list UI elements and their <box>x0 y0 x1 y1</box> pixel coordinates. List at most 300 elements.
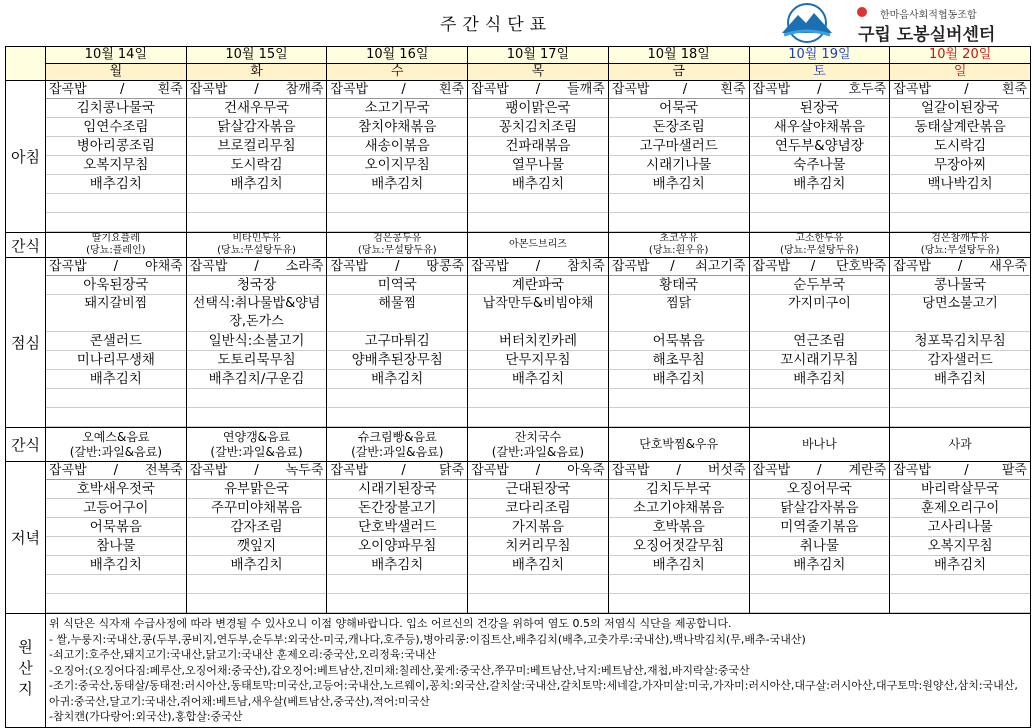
breakfast-cell <box>608 81 749 233</box>
blank-line <box>187 408 327 427</box>
date-header: 10월 17일 <box>468 47 609 64</box>
dish-item: 오징어젓갈무침 <box>609 537 749 556</box>
dish-item: 콘샐러드 <box>46 332 186 351</box>
dish-item: 근대된장국 <box>468 480 608 499</box>
snack_am-cell <box>749 233 890 258</box>
rice-porridge-line <box>327 462 467 480</box>
lunch-row <box>6 258 1031 428</box>
snack-diabetic: (당뇨:플레인) <box>86 245 146 256</box>
lunch-cell <box>468 258 609 428</box>
rice-label: 잡곡밥 <box>330 463 369 478</box>
snack-diabetic: (당뇨:무설탕두유) <box>779 245 859 256</box>
dish-item: 도시락김 <box>890 137 1030 156</box>
snack_pm-cell <box>749 428 890 462</box>
blank-line <box>468 213 608 232</box>
snack-item: 사과 <box>948 437 972 451</box>
snack-diabetic: (갈반:과일&음료) <box>69 444 163 459</box>
blank-line <box>890 408 1030 427</box>
porridge-label: 참깨죽 <box>285 82 324 97</box>
blank-line <box>750 213 890 232</box>
dish-item: 배추김치 <box>750 175 890 194</box>
dish-item: 소고기야채볶음 <box>609 499 749 518</box>
blank-line <box>327 194 467 213</box>
dish-item: 계란파국 <box>468 276 608 295</box>
mountain-logo-icon <box>776 3 838 43</box>
dish-item: 치커리무침 <box>468 537 608 556</box>
origin-line: -참치캔(가다랑어:외국산),홍합살:중국산 <box>49 710 243 723</box>
separator: / <box>401 82 406 97</box>
blank-line <box>890 575 1030 594</box>
dish-item: 호박볶음 <box>609 518 749 537</box>
dish-item: 아욱된장국 <box>46 276 186 295</box>
rice-label: 잡곡밥 <box>330 82 369 97</box>
dish-item: 주꾸미야채볶음 <box>187 499 327 518</box>
blank-line <box>327 389 467 408</box>
blank-line <box>468 575 608 594</box>
dish-item: 훈제오리구이 <box>890 499 1030 518</box>
dish-item: 어묵국 <box>609 99 749 118</box>
separator: / <box>113 259 119 274</box>
separator: / <box>254 82 259 97</box>
snack-item: 딸기요플레 <box>91 233 140 244</box>
snack-diabetic: (갈반:과일&음료) <box>210 444 303 459</box>
blank-line <box>187 594 327 613</box>
dish-item: 닭살감자볶음 <box>187 118 327 137</box>
dish-item: 배추김치 <box>750 370 890 389</box>
snack_pm-cell <box>468 428 609 462</box>
dish-item: 임연수조림 <box>46 118 186 137</box>
porridge-label: 전복죽 <box>145 463 183 478</box>
blank-line <box>750 389 890 408</box>
snack-item: 검은콩두유 <box>373 233 422 244</box>
separator: / <box>254 463 259 478</box>
rice-label: 잡곡밥 <box>189 463 228 478</box>
dish-item: 건새우무국 <box>187 99 327 118</box>
separator: / <box>535 82 541 97</box>
date-row <box>6 47 1031 64</box>
separator: / <box>810 259 816 274</box>
blank-line <box>46 389 186 408</box>
weekday-header: 월 <box>46 64 187 81</box>
porridge-label: 땅콩죽 <box>426 259 465 274</box>
rice-label: 잡곡밥 <box>49 463 87 478</box>
snack-item: 초코우유 <box>659 233 698 244</box>
blank-line <box>890 594 1030 613</box>
snack_am-cell <box>327 233 468 258</box>
blank-line <box>327 575 467 594</box>
date-header: 10월 19일 <box>749 47 890 64</box>
lunch-cell <box>890 258 1031 428</box>
dish-item: 배추김치 <box>468 175 608 194</box>
snack_pm-cell <box>186 428 327 462</box>
rice-porridge-line <box>468 258 608 276</box>
rice-porridge-line <box>187 81 327 99</box>
separator: / <box>964 463 969 478</box>
porridge-label: 야채죽 <box>145 259 183 274</box>
dish-item: 순두부국 <box>750 276 890 295</box>
dish-item: 배추김치 <box>327 175 467 194</box>
blank-line <box>750 408 890 427</box>
blank-line <box>609 389 749 408</box>
rice-label: 잡곡밥 <box>752 463 791 478</box>
blank-line <box>890 213 1030 232</box>
dish-item: 배추김치 <box>468 556 608 575</box>
dish-item: 일반식:소불고기 <box>187 332 327 351</box>
rice-label: 잡곡밥 <box>893 259 931 274</box>
porridge-label: 흰죽 <box>157 82 183 97</box>
dish-item: 닭살감자볶음 <box>750 499 890 518</box>
center-name: 구립 도봉실버센터 <box>858 25 996 45</box>
blank-line <box>187 194 327 213</box>
rice-label: 잡곡밥 <box>471 463 509 478</box>
date-header: 10월 18일 <box>608 47 749 64</box>
snack-item: 오예스&음료 <box>82 429 150 444</box>
separator: / <box>670 259 675 274</box>
snack_pm-cell <box>890 428 1031 462</box>
snack_am-cell <box>186 233 327 258</box>
dinner-cell <box>608 462 749 614</box>
separator: / <box>113 463 119 478</box>
lunch-cell <box>327 258 468 428</box>
dish-item: 소고기무국 <box>327 99 467 118</box>
dish-item: 단호박샐러드 <box>327 518 467 537</box>
blank-line <box>46 213 186 232</box>
rice-label: 잡곡밥 <box>893 82 931 97</box>
rice-porridge-line <box>750 462 890 480</box>
blank-line <box>187 213 327 232</box>
breakfast-cell <box>46 81 187 233</box>
dish-item: 시래기나물 <box>609 156 749 175</box>
dish-item: 오이지무침 <box>327 156 467 175</box>
dish-item: 양배추된장무침 <box>327 351 467 370</box>
separator: / <box>535 463 541 478</box>
snack_pm-row <box>6 428 1031 462</box>
dish-item: 배추김치 <box>187 175 327 194</box>
rice-porridge-line <box>750 81 890 99</box>
blank-line <box>46 575 186 594</box>
porridge-label: 흰죽 <box>1001 82 1027 97</box>
dish-item: 배추김치 <box>327 556 467 575</box>
dish-item: 버터치킨카레 <box>468 332 608 351</box>
rice-porridge-line <box>46 81 186 99</box>
dish-item: 백나박김치 <box>890 175 1030 194</box>
weekday-row <box>6 64 1031 81</box>
origin-line: -조기:중국산,동태살/동태전:러시아산,동태토막:미국산,고등어:국내산,노르웨이,꽁치:외국산,갈치살:국내산,갈치토막:세네갈,가자미살:미국,가자미:러시아산,대구살:러시아산,대구토막:원양산,삼치:국내산,아귀:중국산,달고기:국내산,쥐어채:베트남,새우살(베트남산,중국산),적어:미국산 <box>49 679 1018 708</box>
separator: / <box>957 259 963 274</box>
weekday-header: 금 <box>608 64 749 81</box>
snack_am-row <box>6 233 1031 258</box>
dinner-row <box>6 462 1031 614</box>
dish-item: 배추김치 <box>46 175 186 194</box>
date-header: 10월 16일 <box>327 47 468 64</box>
dish-item: 가지미구이 <box>750 295 890 332</box>
corner-cell <box>6 47 46 81</box>
lunch-label: 점심 <box>6 258 46 428</box>
lunch-cell <box>186 258 327 428</box>
origin-label: 원산지 <box>6 614 46 728</box>
dish-item: 깻잎지 <box>187 537 327 556</box>
rice-porridge-line <box>46 258 186 276</box>
snack-item: 슈크림빵&음료 <box>357 429 437 444</box>
blank-line <box>750 194 890 213</box>
snack-item: 연양갱&음료 <box>222 429 291 444</box>
dish-item: 도시락김 <box>187 156 327 175</box>
rice-porridge-line <box>609 258 749 276</box>
menu-table <box>5 46 1031 728</box>
snack-diabetic: (갈반:과일&음료) <box>351 444 444 459</box>
origin-notes <box>46 614 1031 728</box>
porridge-label: 아욱죽 <box>567 463 605 478</box>
dish-item: 배추김치 <box>609 556 749 575</box>
porridge-label: 녹두죽 <box>285 463 324 478</box>
porridge-label: 흰죽 <box>720 82 746 97</box>
dish-item: 납작만두&비빔야채 <box>468 295 608 332</box>
org-logo-icon <box>857 7 867 17</box>
origin-row <box>6 614 1031 728</box>
rice-label: 잡곡밥 <box>49 82 87 97</box>
weekday-header: 화 <box>186 64 327 81</box>
dish-item: 유부맑은국 <box>187 480 327 499</box>
dish-item: 콩나물국 <box>890 276 1030 295</box>
dish-item: 배추김치/구운김 <box>187 370 327 389</box>
separator: / <box>395 259 400 274</box>
date-header: 10월 20일 <box>890 47 1031 64</box>
dish-item: 배추김치 <box>327 370 467 389</box>
rice-porridge-line <box>890 81 1030 99</box>
dish-item: 건파래볶음 <box>468 137 608 156</box>
dish-item: 연두부&양념장 <box>750 137 890 156</box>
snack-item: 바나나 <box>801 437 837 451</box>
dish-item: 동태살계란볶음 <box>890 118 1030 137</box>
dish-item: 새우살야채볶음 <box>750 118 890 137</box>
rice-porridge-line <box>468 81 608 99</box>
snack_am-cell <box>468 233 609 258</box>
separator: / <box>817 82 822 97</box>
dinner-cell <box>468 462 609 614</box>
rice-porridge-line <box>468 462 608 480</box>
org-name: 한마음사회적협동조합 <box>880 10 977 21</box>
separator: / <box>401 463 406 478</box>
weekday-header: 수 <box>327 64 468 81</box>
origin-line: 위 식단은 식자재 수급사정에 따라 변경될 수 있사오니 이점 양해바랍니다. 입소 어르신의 건강을 위하여 염도 0.5의 저염식 식단을 제공합니다. <box>49 617 732 630</box>
snack-item: 아몬드브리즈 <box>508 239 567 250</box>
rice-porridge-line <box>750 258 890 276</box>
header <box>0 0 1034 46</box>
separator: / <box>119 82 125 97</box>
rice-label: 잡곡밥 <box>471 82 509 97</box>
snack-diabetic: (당뇨:무설탕두유) <box>357 245 437 256</box>
dish-item: 숙주나물 <box>750 156 890 175</box>
dish-item: 배추김치 <box>187 556 327 575</box>
rice-porridge-line <box>187 462 327 480</box>
dish-item: 배추김치 <box>890 556 1030 575</box>
blank-line <box>609 575 749 594</box>
porridge-label: 단호박죽 <box>835 259 887 274</box>
breakfast-cell <box>468 81 609 233</box>
dish-item: 배추김치 <box>468 370 608 389</box>
dish-item: 배추김치 <box>46 556 186 575</box>
rice-label: 잡곡밥 <box>471 259 509 274</box>
page-title: 주간식단표 <box>440 15 553 35</box>
dish-item: 배추김치 <box>609 370 749 389</box>
dish-item: 취나물 <box>750 537 890 556</box>
dish-item: 연근조림 <box>750 332 890 351</box>
dish-item: 팽이맑은국 <box>468 99 608 118</box>
dish-item: 해물찜 <box>327 295 467 332</box>
blank-line <box>750 575 890 594</box>
snack-diabetic: (당뇨:무설탕두유) <box>920 245 1000 256</box>
dish-item: 찜닭 <box>609 295 749 332</box>
breakfast-row <box>6 81 1031 233</box>
blank-line <box>750 594 890 613</box>
blank-line <box>609 213 749 232</box>
dish-item: 열무나물 <box>468 156 608 175</box>
weekday-header: 목 <box>468 64 609 81</box>
porridge-label: 새우죽 <box>989 259 1027 274</box>
snack_am-cell <box>890 233 1031 258</box>
blank-line <box>468 594 608 613</box>
porridge-label: 계란죽 <box>848 463 887 478</box>
separator: / <box>535 259 541 274</box>
dish-item: 브로컬리무침 <box>187 137 327 156</box>
dinner-cell <box>46 462 187 614</box>
origin-line: -쇠고기:호주산,돼지고기:국내산,닭고기:국내산 훈제오리:중국산,오리정육:국내산 <box>49 648 437 661</box>
dish-item: 고등어구이 <box>46 499 186 518</box>
rice-label: 잡곡밥 <box>752 82 791 97</box>
snack-diabetic: (당뇨:무설탕두유) <box>217 245 296 256</box>
blank-line <box>609 194 749 213</box>
blank-line <box>609 594 749 613</box>
rice-porridge-line <box>327 258 467 276</box>
date-header: 10월 15일 <box>186 47 327 64</box>
blank-line <box>187 389 327 408</box>
dish-item: 시래기된장국 <box>327 480 467 499</box>
rice-porridge-line <box>187 258 327 276</box>
blank-line <box>609 408 749 427</box>
dish-item: 당면소불고기 <box>890 295 1030 332</box>
dish-item: 김치콩나물국 <box>46 99 186 118</box>
blank-line <box>327 213 467 232</box>
breakfast-cell <box>186 81 327 233</box>
dish-item: 참나물 <box>46 537 186 556</box>
blank-line <box>46 194 186 213</box>
separator: / <box>817 463 822 478</box>
blank-line <box>468 389 608 408</box>
dish-item: 감자샐러드 <box>890 351 1030 370</box>
dish-item: 청포묵김치무침 <box>890 332 1030 351</box>
dish-item: 바리락살무국 <box>890 480 1030 499</box>
snack_am-label: 간식 <box>6 233 46 258</box>
rice-label: 잡곡밥 <box>611 82 650 97</box>
dinner-cell <box>327 462 468 614</box>
snack-item: 잔치국수 <box>514 429 562 444</box>
breakfast-cell <box>749 81 890 233</box>
rice-porridge-line <box>609 462 749 480</box>
rice-porridge-line <box>609 81 749 99</box>
rice-label: 잡곡밥 <box>189 259 228 274</box>
dish-item: 오징어무국 <box>750 480 890 499</box>
dish-item: 코다리조림 <box>468 499 608 518</box>
dish-item: 감자조림 <box>187 518 327 537</box>
dish-item: 무장아찌 <box>890 156 1030 175</box>
breakfast-cell <box>890 81 1031 233</box>
rice-porridge-line <box>46 462 186 480</box>
porridge-label: 참치죽 <box>567 259 605 274</box>
separator: / <box>682 82 688 97</box>
dish-item: 어묵볶음 <box>46 518 186 537</box>
blank-line <box>46 408 186 427</box>
origin-line: - 쌀,누룽지:국내산,콩(두부,콩비지,연두부,순두부:외국산-미국,캐나다,호주등),병아리콩:이집트산,배추김치(배추,고춧가루:국내산),백나박김치(무,배추-국내산) <box>49 632 806 646</box>
dish-item: 미나리무생채 <box>46 351 186 370</box>
weekday-header: 일 <box>890 64 1031 81</box>
lunch-cell <box>608 258 749 428</box>
snack_am-cell <box>608 233 749 258</box>
dish-item: 배추김치 <box>46 370 186 389</box>
snack-item: 고소한두유 <box>795 233 844 244</box>
snack-diabetic: (당뇨:흰우유) <box>648 245 709 256</box>
rice-label: 잡곡밥 <box>893 463 931 478</box>
blank-line <box>468 408 608 427</box>
dish-item: 단무지무침 <box>468 351 608 370</box>
rice-label: 잡곡밥 <box>49 259 87 274</box>
dish-item: 미역줄기볶음 <box>750 518 890 537</box>
dish-item: 오복지무침 <box>46 156 186 175</box>
rice-porridge-line <box>890 258 1030 276</box>
dish-item: 배추김치 <box>890 370 1030 389</box>
dish-item: 청국장 <box>187 276 327 295</box>
rice-porridge-line <box>890 462 1030 480</box>
rice-label: 잡곡밥 <box>752 259 791 274</box>
date-header: 10월 14일 <box>46 47 187 64</box>
dinner-cell <box>186 462 327 614</box>
separator: / <box>964 82 969 97</box>
dish-item: 고사리나물 <box>890 518 1030 537</box>
snack_pm-cell <box>46 428 187 462</box>
rice-label: 잡곡밥 <box>611 259 650 274</box>
dinner-label: 저녁 <box>6 462 46 614</box>
dish-item: 참치야채볶음 <box>327 118 467 137</box>
dish-item: 병아리콩조림 <box>46 137 186 156</box>
blank-line <box>46 594 186 613</box>
breakfast-cell <box>327 81 468 233</box>
snack-item: 검은참깨두유 <box>931 233 990 244</box>
lunch-cell <box>46 258 187 428</box>
snack_pm-cell <box>608 428 749 462</box>
dish-item: 선택식:취나물밥&양념장,돈가스 <box>187 295 327 332</box>
dish-item: 고구마샐러드 <box>609 137 749 156</box>
dinner-cell <box>749 462 890 614</box>
dish-item: 미역국 <box>327 276 467 295</box>
rice-porridge-line <box>327 81 467 99</box>
dish-item: 어묵볶음 <box>609 332 749 351</box>
porridge-label: 소라죽 <box>285 259 324 274</box>
dinner-cell <box>890 462 1031 614</box>
dish-item: 도토리묵무침 <box>187 351 327 370</box>
rice-label: 잡곡밥 <box>189 82 228 97</box>
blank-line <box>327 408 467 427</box>
rice-label: 잡곡밥 <box>330 259 369 274</box>
dish-item: 꽁치김치조림 <box>468 118 608 137</box>
snack-item: 비타민두유 <box>232 233 281 244</box>
weekday-header: 토 <box>749 64 890 81</box>
dish-item: 얼갈이된장국 <box>890 99 1030 118</box>
dish-item: 김치두부국 <box>609 480 749 499</box>
dish-item: 배추김치 <box>750 556 890 575</box>
snack-item: 단호박찜&우유 <box>639 437 719 451</box>
blank-line <box>187 575 327 594</box>
dish-item: 황태국 <box>609 276 749 295</box>
porridge-label: 들깨죽 <box>567 82 605 97</box>
